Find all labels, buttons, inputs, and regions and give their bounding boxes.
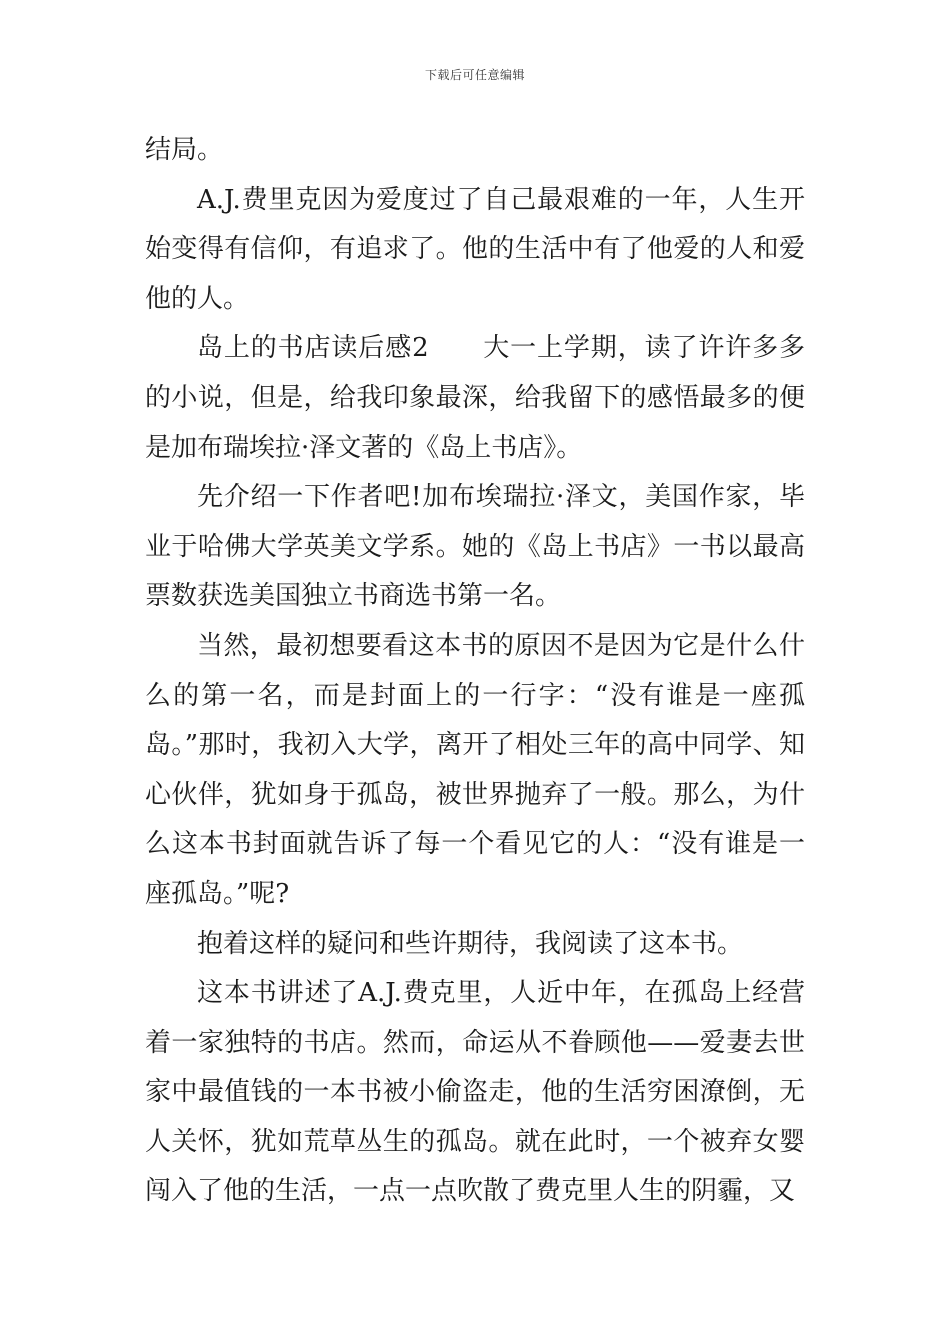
paragraph-4: 先介绍一下作者吧!加布埃瑞拉·泽文，美国作家，毕业于哈佛大学英美文学系。她的《岛上书店》一书以最高票数获选美国独立书商选书第一名。 xyxy=(145,482,805,612)
page-header-note: 下载后可任意编辑 xyxy=(424,68,525,82)
document-body xyxy=(145,126,805,1217)
paragraph-7: 这本书讲述了A.J.费克里，人近中年，在孤岛上经营着一家独特的书店。然而，命运从不眷顾他——爱妻去世家中最值钱的一本书被小偷盗走，他的生活穷困潦倒，无人关怀，犹如荒草丛生的孤岛。就在此时，一个被弃女婴闯入了他的生活，一点一点吹散了费克里人生的阴霾，又 xyxy=(145,978,805,1207)
paragraph-3: 岛上的书店读后感2 大一上学期，读了许许多多的小说，但是，给我印象最深，给我留下的感悟最多的便是加布瑞埃拉·泽文著的《岛上书店》。 xyxy=(145,333,805,463)
paragraph-1: 结局。 xyxy=(145,135,224,165)
paragraph-2: A.J.费里克因为爱度过了自己最艰难的一年，人生开始变得有信仰，有追求了。他的生活中有了他爱的人和爱他的人。 xyxy=(145,184,805,314)
paragraph-6: 抱着这样的疑问和些许期待，我阅读了这本书。 xyxy=(197,928,744,959)
paragraph-5: 当然，最初想要看这本书的原因不是因为它是什么什么的第一名，而是封面上的一行字：“没有谁是一座孤岛。”那时，我初入大学，离开了相处三年的高中同学、知心伙伴，犹如身于孤岛，被世界抛弃了一般。那么，为什么这本书封面就告诉了每一个看见它的人：“没有谁是一座孤岛。”呢? xyxy=(145,630,805,909)
